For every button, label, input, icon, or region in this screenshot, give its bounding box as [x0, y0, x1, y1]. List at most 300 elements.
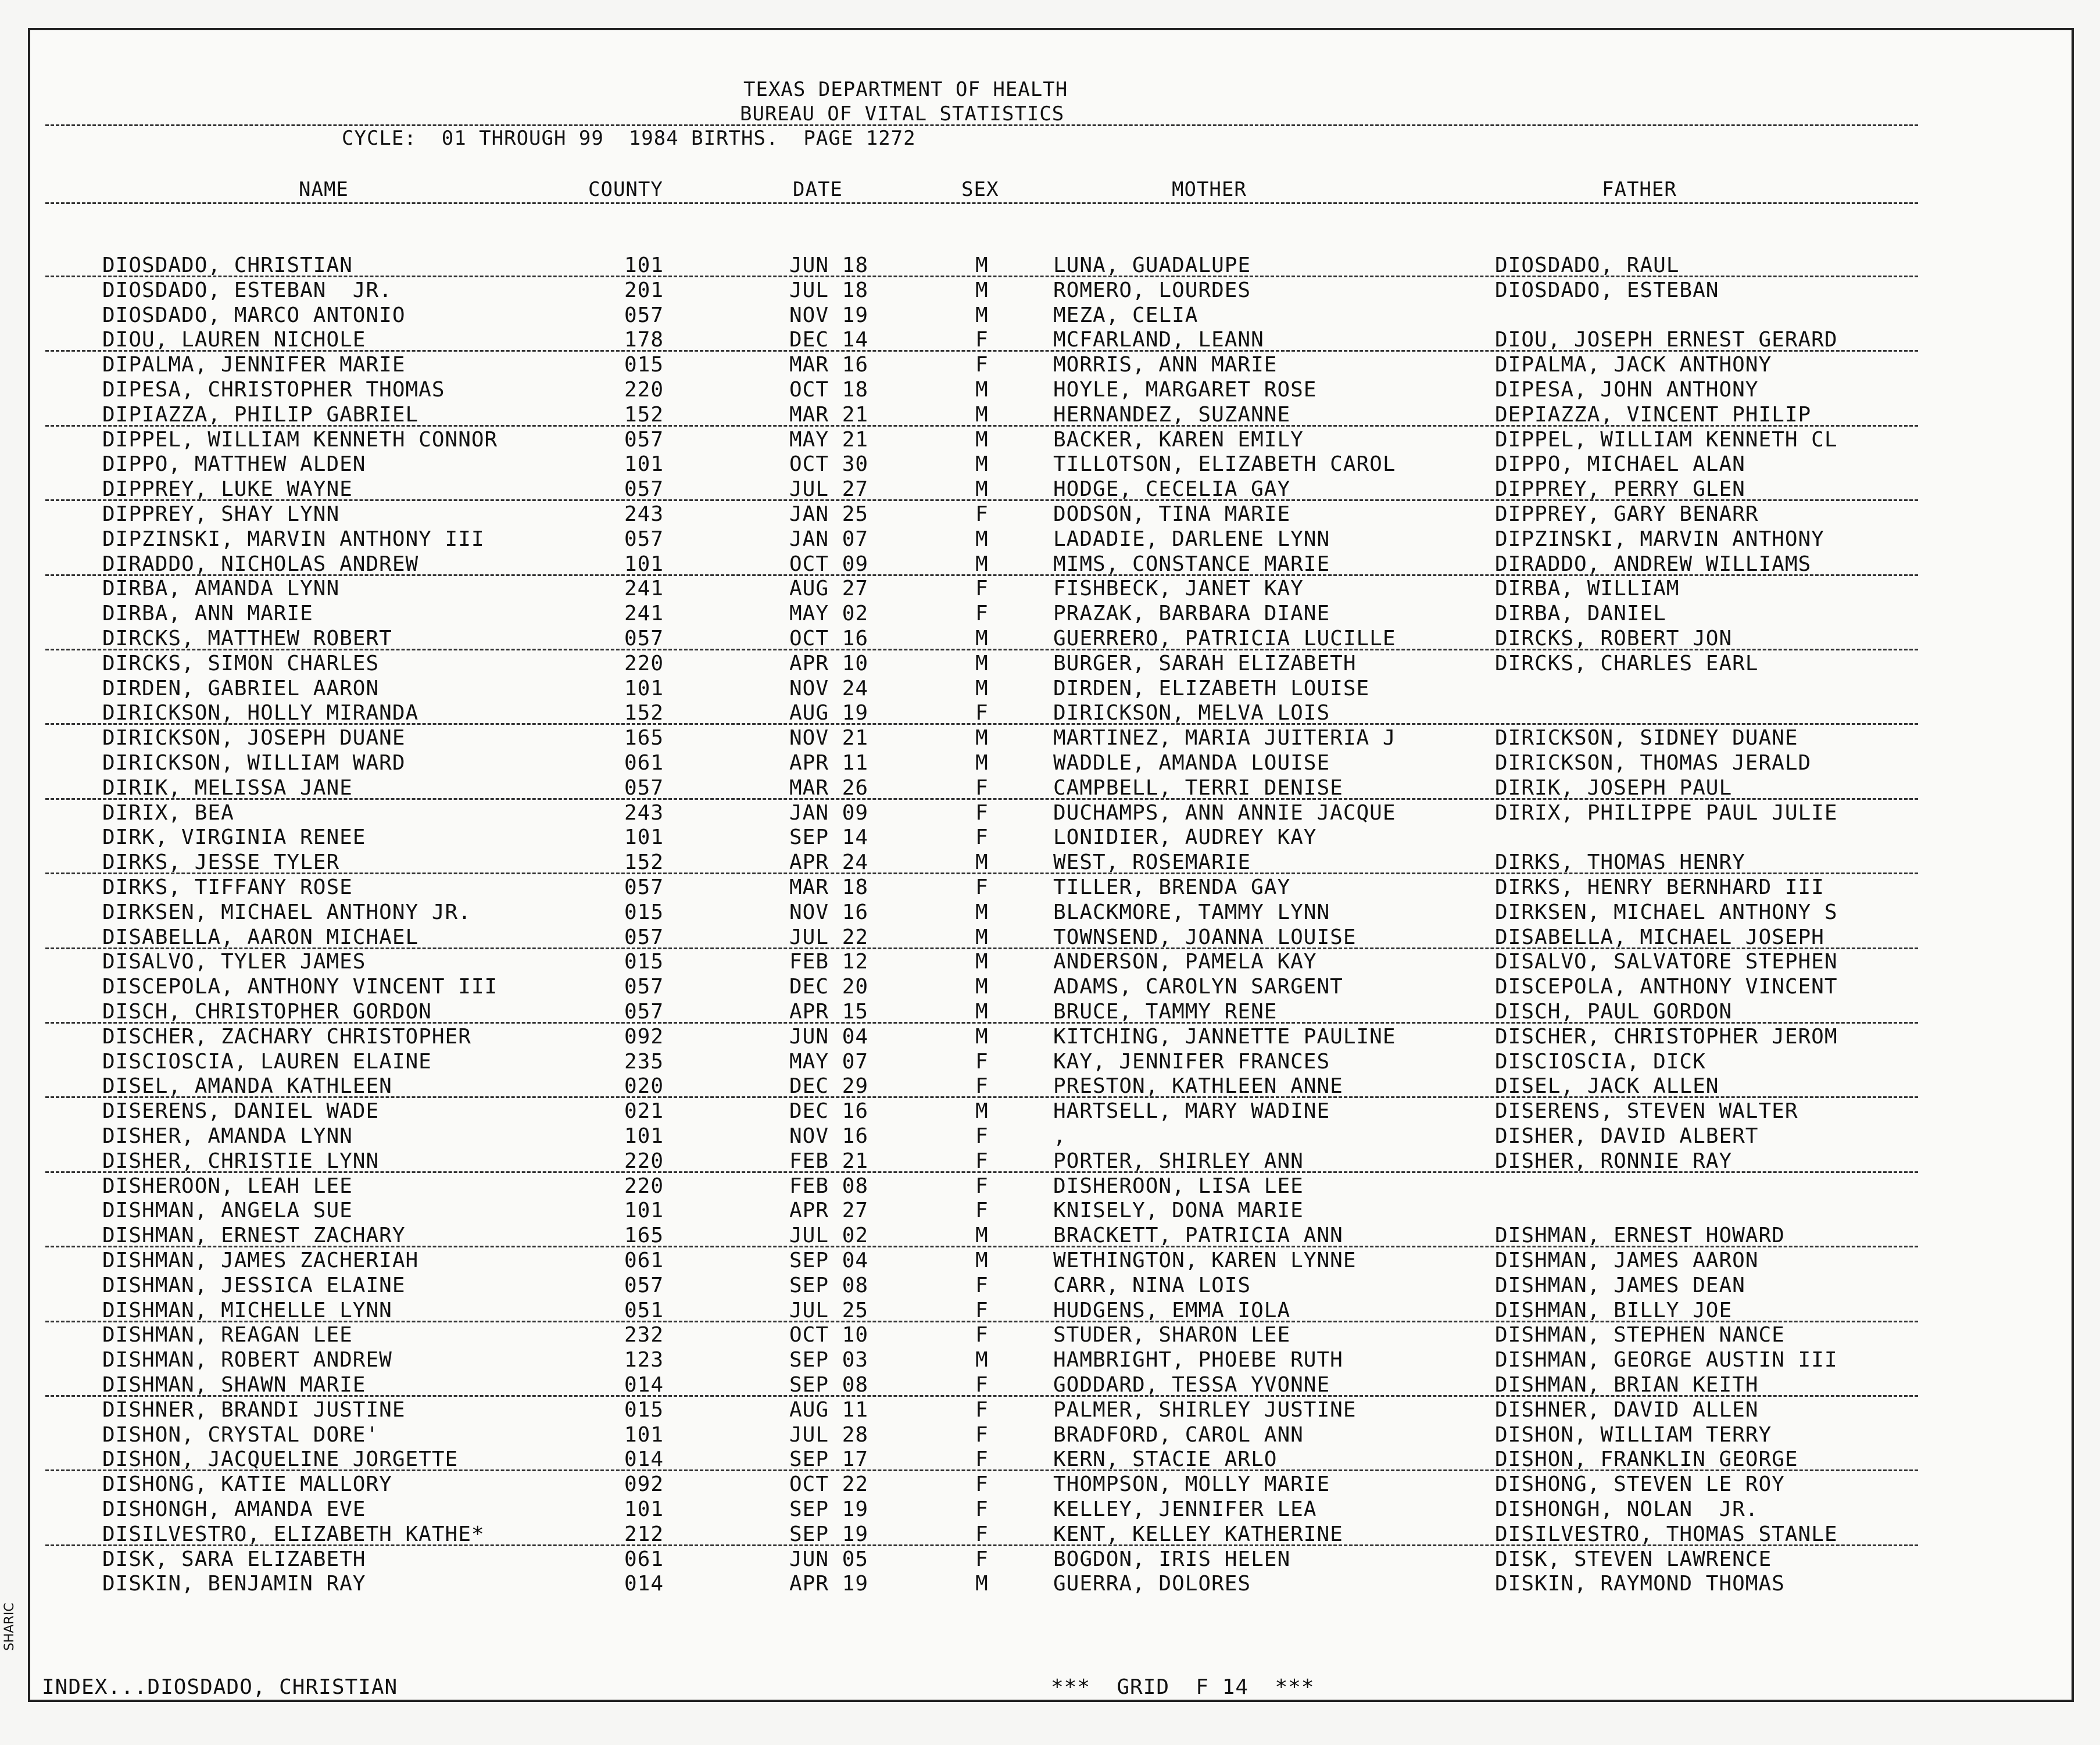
row-rule: [45, 649, 1918, 650]
column-header-sex: SEX: [961, 178, 999, 201]
county-cell: 057: [624, 775, 664, 800]
county-cell: 015: [624, 950, 664, 974]
mother-cell: LADADIE, DARLENE LYNN: [1053, 527, 1330, 551]
mother-cell: CARR, NINA LOIS: [1053, 1273, 1251, 1297]
name-cell: DIPESA, CHRISTOPHER THOMAS: [102, 378, 445, 402]
name-cell: DIPALMA, JENNIFER MARIE: [102, 353, 406, 377]
county-cell: 057: [624, 1273, 664, 1297]
county-cell: 014: [624, 1447, 664, 1472]
name-cell: DIRKS, JESSE TYLER: [102, 850, 340, 875]
county-cell: 101: [624, 1422, 664, 1447]
mother-cell: DISHEROON, LISA LEE: [1053, 1174, 1304, 1198]
name-cell: DISABELLA, AARON MICHAEL: [102, 925, 419, 949]
father-cell: DISHMAN, BILLY JOE: [1495, 1298, 1733, 1322]
mother-cell: TILLER, BRENDA GAY: [1053, 875, 1291, 899]
county-cell: 165: [624, 726, 664, 750]
sex-cell: F: [975, 1124, 989, 1148]
sex-cell: M: [975, 1224, 989, 1248]
father-cell: DISILVESTRO, THOMAS STANLE: [1495, 1522, 1838, 1546]
county-cell: 014: [624, 1572, 664, 1596]
mother-cell: HUDGENS, EMMA IOLA: [1053, 1298, 1291, 1322]
name-cell: DIRKSEN, MICHAEL ANTHONY JR.: [102, 900, 471, 924]
date-cell: SEP 03: [789, 1348, 869, 1372]
date-cell: APR 19: [789, 1572, 869, 1596]
name-cell: DIRIK, MELISSA JANE: [102, 775, 353, 800]
mother-cell: DODSON, TINA MARIE: [1053, 502, 1291, 526]
sex-cell: F: [975, 1149, 989, 1173]
sex-cell: M: [975, 676, 989, 700]
row-rule: [45, 1096, 1918, 1098]
father-cell: DIRCKS, CHARLES EARL: [1495, 651, 1759, 675]
sex-cell: M: [975, 527, 989, 551]
county-cell: 057: [624, 303, 664, 327]
county-cell: 057: [624, 627, 664, 650]
mother-cell: MIMS, CONSTANCE MARIE: [1053, 552, 1330, 576]
mother-cell: TOWNSEND, JOANNA LOUISE: [1053, 925, 1357, 949]
sex-cell: M: [975, 1249, 989, 1272]
county-cell: 057: [624, 925, 664, 949]
mother-cell: BOGDON, IRIS HELEN: [1053, 1547, 1291, 1571]
mother-cell: BLACKMORE, TAMMY LYNN: [1053, 900, 1330, 924]
mother-cell: DIRICKSON, MELVA LOIS: [1053, 701, 1330, 725]
father-cell: DISKIN, RAYMOND THOMAS: [1495, 1572, 1785, 1596]
mother-cell: BRUCE, TAMMY RENE: [1053, 1000, 1278, 1024]
date-cell: NOV 21: [789, 726, 869, 750]
column-header-father: FATHER: [1602, 178, 1677, 201]
county-cell: 220: [624, 1174, 664, 1198]
date-cell: MAY 02: [789, 602, 869, 626]
father-cell: DISCIOSCIA, DICK: [1495, 1049, 1706, 1074]
father-cell: DIRKS, THOMAS HENRY: [1495, 850, 1745, 875]
sex-cell: F: [975, 875, 989, 899]
date-cell: FEB 08: [789, 1174, 869, 1198]
date-cell: APR 10: [789, 651, 869, 675]
row-rule: [45, 1246, 1918, 1247]
mother-cell: HODGE, CECELIA GAY: [1053, 477, 1291, 502]
mother-cell: ,: [1053, 1124, 1067, 1148]
date-cell: JUL 28: [789, 1422, 869, 1447]
date-cell: MAR 26: [789, 775, 869, 800]
column-header-name: NAME: [299, 178, 349, 201]
date-cell: SEP 08: [789, 1273, 869, 1297]
name-cell: DISHON, CRYSTAL DORE': [102, 1422, 380, 1447]
mother-cell: LONIDIER, AUDREY KAY: [1053, 825, 1317, 850]
sex-cell: F: [975, 1472, 989, 1497]
county-cell: 241: [624, 602, 664, 626]
date-cell: JUL 18: [789, 278, 869, 302]
mother-cell: PALMER, SHIRLEY JUSTINE: [1053, 1397, 1357, 1422]
county-cell: 101: [624, 552, 664, 576]
father-cell: DISHNER, DAVID ALLEN: [1495, 1397, 1759, 1422]
sex-cell: M: [975, 552, 989, 576]
date-cell: APR 15: [789, 1000, 869, 1024]
county-cell: 101: [624, 452, 664, 477]
father-cell: DISALVO, SALVATORE STEPHEN: [1495, 950, 1838, 974]
county-cell: 061: [624, 1547, 664, 1571]
sex-cell: F: [975, 1074, 989, 1099]
date-cell: MAR 18: [789, 875, 869, 899]
father-cell: DISABELLA, MICHAEL JOSEPH: [1495, 925, 1824, 949]
column-header-date: DATE: [793, 178, 843, 201]
name-cell: DIPIAZZA, PHILIP GABRIEL: [102, 402, 419, 427]
date-cell: APR 27: [789, 1199, 869, 1223]
father-cell: DIRIX, PHILIPPE PAUL JULIE: [1495, 800, 1838, 825]
name-cell: DISCHER, ZACHARY CHRISTOPHER: [102, 1024, 471, 1049]
county-cell: 152: [624, 850, 664, 875]
father-cell: DISCH, PAUL GORDON: [1495, 1000, 1733, 1024]
county-cell: 092: [624, 1472, 664, 1497]
mother-cell: ADAMS, CAROLYN SARGENT: [1053, 975, 1343, 999]
father-cell: DISERENS, STEVEN WALTER: [1495, 1099, 1798, 1124]
county-cell: 235: [624, 1049, 664, 1074]
sex-cell: F: [975, 1373, 989, 1397]
sex-cell: M: [975, 253, 989, 277]
date-cell: FEB 21: [789, 1149, 869, 1173]
name-cell: DIRADDO, NICHOLAS ANDREW: [102, 552, 419, 576]
county-cell: 232: [624, 1323, 664, 1347]
mother-cell: WETHINGTON, KAREN LYNNE: [1053, 1249, 1357, 1272]
mother-cell: GUERRERO, PATRICIA LUCILLE: [1053, 627, 1396, 650]
row-rule: [45, 1395, 1918, 1397]
date-cell: FEB 12: [789, 950, 869, 974]
mother-cell: FISHBECK, JANET KAY: [1053, 577, 1304, 601]
date-cell: JAN 09: [789, 800, 869, 825]
father-cell: DISCEPOLA, ANTHONY VINCENT: [1495, 975, 1838, 999]
date-cell: OCT 16: [789, 627, 869, 650]
father-cell: DISHMAN, GEORGE AUSTIN III: [1495, 1348, 1838, 1372]
mother-cell: ANDERSON, PAMELA KAY: [1053, 950, 1317, 974]
name-cell: DIRICKSON, HOLLY MIRANDA: [102, 701, 419, 725]
county-cell: 101: [624, 825, 664, 850]
sex-cell: M: [975, 975, 989, 999]
date-cell: DEC 16: [789, 1099, 869, 1124]
date-cell: NOV 16: [789, 1124, 869, 1148]
date-cell: AUG 19: [789, 701, 869, 725]
county-cell: 057: [624, 527, 664, 551]
row-rule: [45, 947, 1918, 949]
name-cell: DIPPEL, WILLIAM KENNETH CONNOR: [102, 427, 498, 452]
county-cell: 015: [624, 1397, 664, 1422]
father-cell: DISHMAN, STEPHEN NANCE: [1495, 1323, 1785, 1347]
date-cell: JUN 05: [789, 1547, 869, 1571]
row-rule: [45, 425, 1918, 427]
father-cell: DIPPREY, PERRY GLEN: [1495, 477, 1745, 502]
name-cell: DIRCKS, SIMON CHARLES: [102, 651, 380, 675]
sex-cell: F: [975, 1199, 989, 1223]
county-cell: 212: [624, 1522, 664, 1546]
sex-cell: F: [975, 1174, 989, 1198]
date-cell: JUL 22: [789, 925, 869, 949]
date-cell: AUG 27: [789, 577, 869, 601]
date-cell: MAY 21: [789, 427, 869, 452]
column-header-county: COUNTY: [588, 178, 663, 201]
sex-cell: M: [975, 726, 989, 750]
father-cell: DIPPREY, GARY BENARR: [1495, 502, 1759, 526]
county-cell: 152: [624, 701, 664, 725]
father-cell: DIRICKSON, SIDNEY DUANE: [1495, 726, 1798, 750]
sex-cell: F: [975, 1522, 989, 1546]
sex-cell: M: [975, 278, 989, 302]
county-cell: 101: [624, 1497, 664, 1521]
county-cell: 220: [624, 651, 664, 675]
row-rule: [45, 723, 1918, 725]
father-cell: DIPALMA, JACK ANTHONY: [1495, 353, 1772, 377]
sex-cell: F: [975, 353, 989, 377]
row-rule: [45, 499, 1918, 501]
sex-cell: F: [975, 1298, 989, 1322]
father-cell: DISHMAN, ERNEST HOWARD: [1495, 1224, 1785, 1248]
date-cell: NOV 24: [789, 676, 869, 700]
mother-cell: ROMERO, LOURDES: [1053, 278, 1251, 302]
column-header-mother: MOTHER: [1172, 178, 1247, 201]
father-cell: DIPZINSKI, MARVIN ANTHONY: [1495, 527, 1824, 551]
county-cell: 015: [624, 353, 664, 377]
header-line-2: BUREAU OF VITAL STATISTICS: [740, 102, 1065, 126]
county-cell: 123: [624, 1348, 664, 1372]
sex-cell: F: [975, 701, 989, 725]
sex-cell: F: [975, 328, 989, 352]
father-cell: DISHMAN, JAMES AARON: [1495, 1249, 1759, 1272]
date-cell: JUN 04: [789, 1024, 869, 1049]
mother-cell: PRAZAK, BARBARA DIANE: [1053, 602, 1330, 626]
father-cell: DISEL, JACK ALLEN: [1495, 1074, 1719, 1099]
name-cell: DIPPO, MATTHEW ALDEN: [102, 452, 366, 477]
county-cell: 243: [624, 502, 664, 526]
row-rule: [45, 798, 1918, 800]
sex-cell: F: [975, 1049, 989, 1074]
father-cell: DIPPEL, WILLIAM KENNETH CL: [1495, 427, 1838, 452]
name-cell: DISILVESTRO, ELIZABETH KATHE*: [102, 1522, 485, 1546]
county-cell: 057: [624, 875, 664, 899]
name-cell: DIRICKSON, JOSEPH DUANE: [102, 726, 406, 750]
county-cell: 220: [624, 378, 664, 402]
mother-cell: MCFARLAND, LEANN: [1053, 328, 1264, 352]
father-cell: DIRICKSON, THOMAS JERALD: [1495, 751, 1812, 775]
mother-cell: KITCHING, JANNETTE PAULINE: [1053, 1024, 1396, 1049]
sex-cell: M: [975, 1024, 989, 1049]
mother-cell: DIRDEN, ELIZABETH LOUISE: [1053, 676, 1370, 700]
county-cell: 014: [624, 1373, 664, 1397]
sex-cell: M: [975, 1572, 989, 1596]
name-cell: DISHEROON, LEAH LEE: [102, 1174, 353, 1198]
father-cell: DIRCKS, ROBERT JON: [1495, 627, 1733, 650]
county-cell: 220: [624, 1149, 664, 1173]
father-cell: DISHONGH, NOLAN JR.: [1495, 1497, 1759, 1521]
sex-cell: M: [975, 427, 989, 452]
father-cell: DIRBA, DANIEL: [1495, 602, 1666, 626]
county-cell: 057: [624, 1000, 664, 1024]
cycle-line: CYCLE: 01 THROUGH 99 1984 BIRTHS. PAGE 1272: [342, 127, 916, 150]
sex-cell: M: [975, 1000, 989, 1024]
mother-cell: PRESTON, KATHLEEN ANNE: [1053, 1074, 1343, 1099]
mother-cell: THOMPSON, MOLLY MARIE: [1053, 1472, 1330, 1497]
name-cell: DISCIOSCIA, LAUREN ELAINE: [102, 1049, 432, 1074]
row-rule: [45, 350, 1918, 352]
sex-cell: F: [975, 1422, 989, 1447]
county-cell: 057: [624, 477, 664, 502]
date-cell: OCT 09: [789, 552, 869, 576]
name-cell: DISHMAN, ROBERT ANDREW: [102, 1348, 392, 1372]
mother-cell: HARTSELL, MARY WADINE: [1053, 1099, 1330, 1124]
father-cell: DIRKSEN, MICHAEL ANTHONY S: [1495, 900, 1838, 924]
column-header-rule: [45, 202, 1918, 204]
name-cell: DISHMAN, MICHELLE LYNN: [102, 1298, 392, 1322]
header-line-1: TEXAS DEPARTMENT OF HEALTH: [743, 78, 1068, 101]
county-cell: 061: [624, 751, 664, 775]
name-cell: DIOSDADO, MARCO ANTONIO: [102, 303, 406, 327]
sex-cell: M: [975, 850, 989, 875]
sex-cell: F: [975, 602, 989, 626]
name-cell: DIOU, LAUREN NICHOLE: [102, 328, 366, 352]
sex-cell: M: [975, 303, 989, 327]
date-cell: DEC 29: [789, 1074, 869, 1099]
date-cell: SEP 19: [789, 1497, 869, 1521]
mother-cell: KNISELY, DONA MARIE: [1053, 1199, 1304, 1223]
mother-cell: BURGER, SARAH ELIZABETH: [1053, 651, 1357, 675]
row-rule: [45, 276, 1918, 277]
date-cell: JUL 02: [789, 1224, 869, 1248]
county-cell: 101: [624, 1124, 664, 1148]
sex-cell: M: [975, 1348, 989, 1372]
date-cell: SEP 08: [789, 1373, 869, 1397]
mother-cell: KERN, STACIE ARLO: [1053, 1447, 1278, 1472]
name-cell: DISHONG, KATIE MALLORY: [102, 1472, 392, 1497]
father-cell: DIRBA, WILLIAM: [1495, 577, 1680, 601]
name-cell: DIRBA, AMANDA LYNN: [102, 577, 340, 601]
footer-grid: *** GRID F 14 ***: [1051, 1675, 1315, 1699]
row-rule: [45, 1171, 1918, 1173]
sex-cell: M: [975, 950, 989, 974]
county-cell: 015: [624, 900, 664, 924]
mother-cell: GUERRA, DOLORES: [1053, 1572, 1251, 1596]
sex-cell: M: [975, 477, 989, 502]
sex-cell: F: [975, 577, 989, 601]
name-cell: DISHONGH, AMANDA EVE: [102, 1497, 366, 1521]
name-cell: DIRCKS, MATTHEW ROBERT: [102, 627, 392, 650]
sex-cell: M: [975, 402, 989, 427]
sex-cell: F: [975, 1447, 989, 1472]
name-cell: DIRIX, BEA: [102, 800, 234, 825]
date-cell: JAN 07: [789, 527, 869, 551]
mother-cell: LUNA, GUADALUPE: [1053, 253, 1251, 277]
sex-cell: F: [975, 775, 989, 800]
sex-cell: F: [975, 1323, 989, 1347]
date-cell: OCT 18: [789, 378, 869, 402]
mother-cell: HAMBRIGHT, PHOEBE RUTH: [1053, 1348, 1343, 1372]
father-cell: DIRIK, JOSEPH PAUL: [1495, 775, 1733, 800]
footer-index: INDEX...DIOSDADO, CHRISTIAN: [42, 1675, 398, 1699]
mother-cell: HERNANDEZ, SUZANNE: [1053, 402, 1291, 427]
father-cell: DISK, STEVEN LAWRENCE: [1495, 1547, 1772, 1571]
date-cell: SEP 04: [789, 1249, 869, 1272]
date-cell: SEP 17: [789, 1447, 869, 1472]
sex-cell: F: [975, 502, 989, 526]
county-cell: 101: [624, 1199, 664, 1223]
father-cell: DISHMAN, JAMES DEAN: [1495, 1273, 1745, 1297]
name-cell: DISK, SARA ELIZABETH: [102, 1547, 366, 1571]
name-cell: DISALVO, TYLER JAMES: [102, 950, 366, 974]
sex-cell: M: [975, 452, 989, 477]
name-cell: DIPPREY, LUKE WAYNE: [102, 477, 353, 502]
name-cell: DISHMAN, ANGELA SUE: [102, 1199, 353, 1223]
name-cell: DISCH, CHRISTOPHER GORDON: [102, 1000, 432, 1024]
name-cell: DISCEPOLA, ANTHONY VINCENT III: [102, 975, 498, 999]
mother-cell: MEZA, CELIA: [1053, 303, 1199, 327]
name-cell: DISHMAN, SHAWN MARIE: [102, 1373, 366, 1397]
mother-cell: BRADFORD, CAROL ANN: [1053, 1422, 1304, 1447]
county-cell: 152: [624, 402, 664, 427]
county-cell: 243: [624, 800, 664, 825]
mother-cell: STUDER, SHARON LEE: [1053, 1323, 1291, 1347]
county-cell: 092: [624, 1024, 664, 1049]
header-rule: [45, 124, 1918, 126]
name-cell: DISHER, AMANDA LYNN: [102, 1124, 353, 1148]
father-cell: DISHER, DAVID ALBERT: [1495, 1124, 1759, 1148]
father-cell: DISHONG, STEVEN LE ROY: [1495, 1472, 1785, 1497]
sex-cell: M: [975, 378, 989, 402]
county-cell: 165: [624, 1224, 664, 1248]
name-cell: DIPPREY, SHAY LYNN: [102, 502, 340, 526]
date-cell: MAY 07: [789, 1049, 869, 1074]
date-cell: OCT 22: [789, 1472, 869, 1497]
date-cell: JAN 25: [789, 502, 869, 526]
name-cell: DISHMAN, JAMES ZACHERIAH: [102, 1249, 419, 1272]
mother-cell: KAY, JENNIFER FRANCES: [1053, 1049, 1330, 1074]
name-cell: DIRBA, ANN MARIE: [102, 602, 313, 626]
date-cell: AUG 11: [789, 1397, 869, 1422]
mother-cell: GODDARD, TESSA YVONNE: [1053, 1373, 1330, 1397]
county-cell: 178: [624, 328, 664, 352]
name-cell: DISERENS, DANIEL WADE: [102, 1099, 380, 1124]
row-rule: [45, 873, 1918, 874]
date-cell: DEC 20: [789, 975, 869, 999]
mother-cell: DUCHAMPS, ANN ANNIE JACQUE: [1053, 800, 1396, 825]
name-cell: DISHER, CHRISTIE LYNN: [102, 1149, 380, 1173]
row-rule: [45, 574, 1918, 576]
sex-cell: F: [975, 800, 989, 825]
date-cell: MAR 16: [789, 353, 869, 377]
date-cell: JUL 27: [789, 477, 869, 502]
sex-cell: F: [975, 1547, 989, 1571]
mother-cell: BRACKETT, PATRICIA ANN: [1053, 1224, 1343, 1248]
county-cell: 241: [624, 577, 664, 601]
father-cell: DIOU, JOSEPH ERNEST GERARD: [1495, 328, 1838, 352]
father-cell: DIPESA, JOHN ANTHONY: [1495, 378, 1759, 402]
name-cell: DIRKS, TIFFANY ROSE: [102, 875, 353, 899]
father-cell: DISCHER, CHRISTOPHER JEROM: [1495, 1024, 1838, 1049]
date-cell: OCT 10: [789, 1323, 869, 1347]
name-cell: DIRK, VIRGINIA RENEE: [102, 825, 366, 850]
mother-cell: WEST, ROSEMARIE: [1053, 850, 1251, 875]
date-cell: OCT 30: [789, 452, 869, 477]
county-cell: 021: [624, 1099, 664, 1124]
document-frame: [28, 28, 2074, 1702]
name-cell: DISHON, JACQUELINE JORGETTE: [102, 1447, 459, 1472]
father-cell: DISHON, WILLIAM TERRY: [1495, 1422, 1772, 1447]
mother-cell: KENT, KELLEY KATHERINE: [1053, 1522, 1343, 1546]
date-cell: JUN 18: [789, 253, 869, 277]
name-cell: DISHMAN, ERNEST ZACHARY: [102, 1224, 406, 1248]
county-cell: 101: [624, 676, 664, 700]
county-cell: 057: [624, 975, 664, 999]
date-cell: JUL 25: [789, 1298, 869, 1322]
mother-cell: WADDLE, AMANDA LOUISE: [1053, 751, 1330, 775]
side-label: SHARIC: [2, 1603, 17, 1651]
father-cell: DIOSDADO, ESTEBAN: [1495, 278, 1719, 302]
sex-cell: F: [975, 1497, 989, 1521]
mother-cell: KELLEY, JENNIFER LEA: [1053, 1497, 1317, 1521]
county-cell: 057: [624, 427, 664, 452]
